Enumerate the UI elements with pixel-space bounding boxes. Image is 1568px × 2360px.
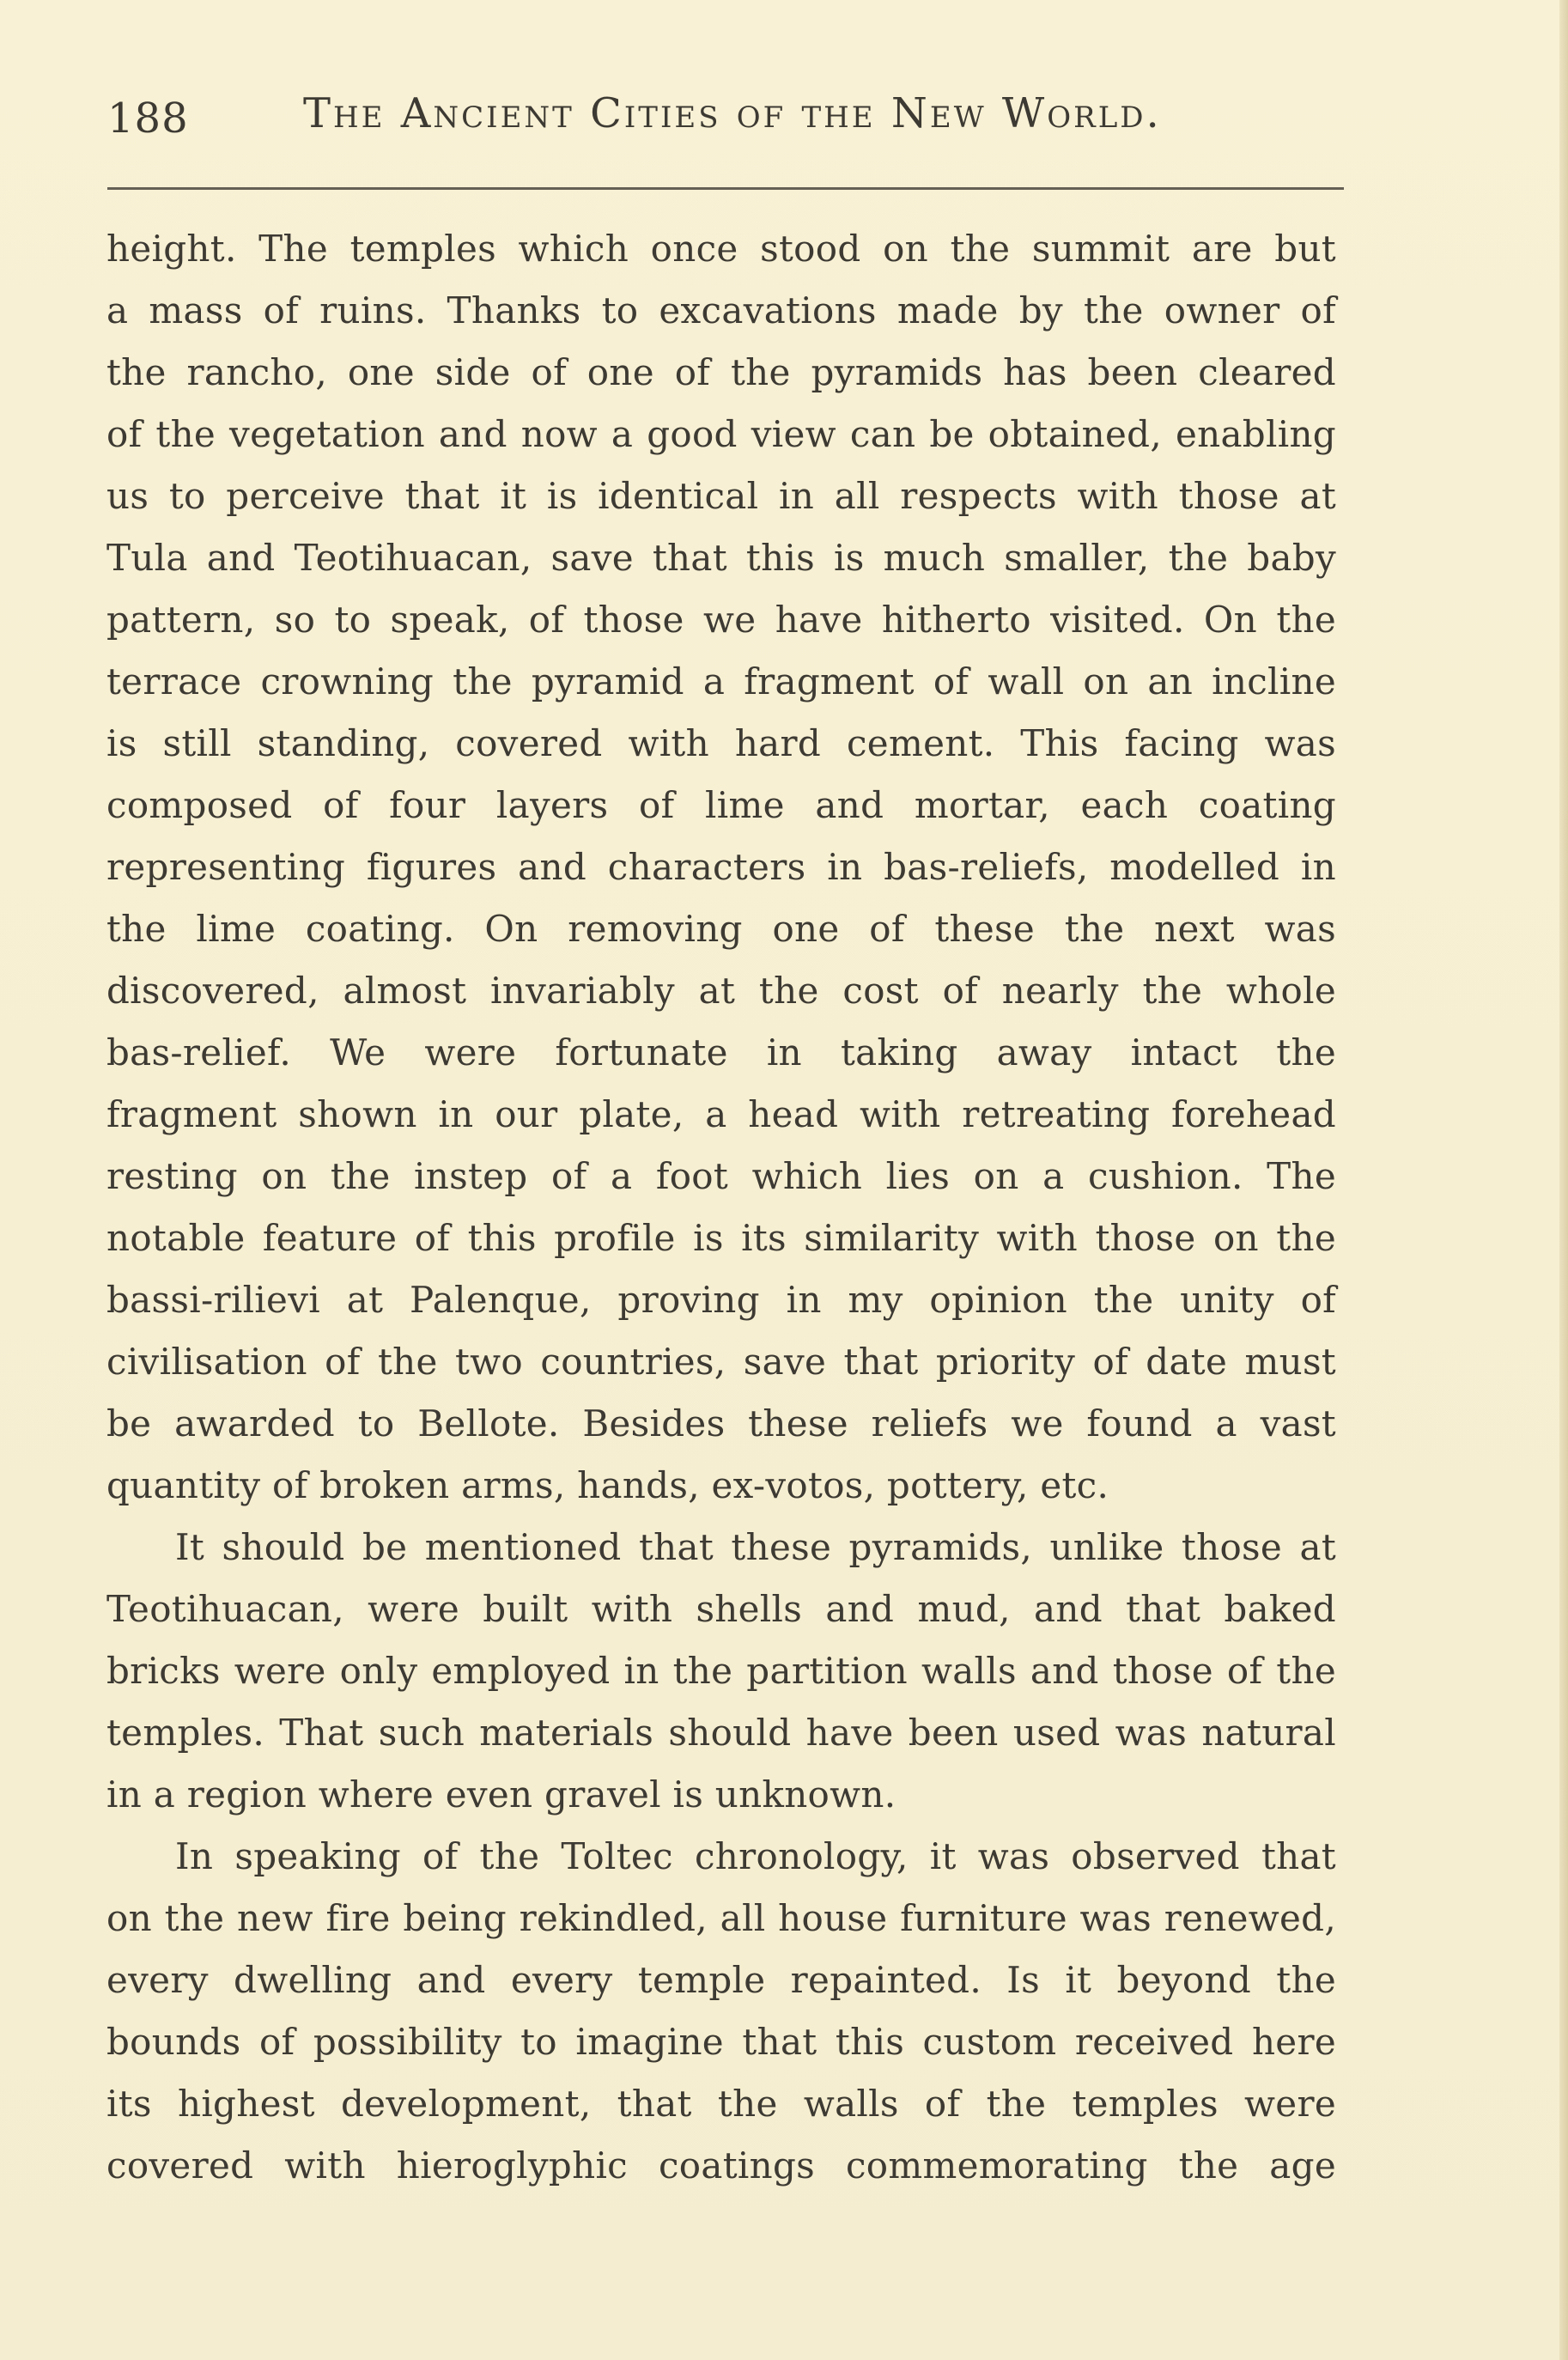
text-line-4: of the vegetation and now a good view can be obtained, enabling <box>106 413 1336 455</box>
text-line-14: bas-relief. We were fortunate in taking away intact the <box>106 1031 1336 1074</box>
text-line-6: Tula and Teotihuacan, save that this is much smaller, the baby <box>106 537 1336 579</box>
text-line-9: is still standing, covered with hard cement. This facing was <box>106 722 1336 764</box>
page-number: 188 <box>107 94 189 143</box>
text-line-20: be awarded to Bellote. Besides these reliefs we found a vast <box>106 1402 1336 1445</box>
text-line-12: the lime coating. On removing one of these the next was <box>106 908 1336 950</box>
text-line-7: pattern, so to speak, of those we have hitherto visited. On the <box>106 599 1336 641</box>
text-line-25: temples. That such materials should have been used was natural <box>106 1712 1336 1754</box>
body-text <box>106 218 1336 2197</box>
text-line-23: Teotihuacan, were built with shells and mud, and that baked <box>106 1588 1336 1630</box>
text-line-1: height. The temples which once stood on the summit are but <box>106 228 1336 270</box>
text-line-26: in a region where even gravel is unknown. <box>106 1773 896 1816</box>
text-line-8: terrace crowning the pyramid a fragment of wall on an incline <box>106 660 1336 703</box>
text-line-21: quantity of broken arms, hands, ex-votos, pottery, etc. <box>106 1464 1109 1506</box>
text-line-10: composed of four layers of lime and mortar, each coating <box>106 784 1336 826</box>
text-line-2: a mass of ruins. Thanks to excavations made by the owner of <box>106 289 1336 331</box>
running-title: The Ancient Cities of the New World. <box>303 89 1162 137</box>
text-line-29: every dwelling and every temple repainted. Is it beyond the <box>106 1959 1336 2001</box>
page-header <box>107 89 1340 167</box>
text-line-15: fragment shown in our plate, a head with retreating forehead <box>106 1093 1336 1135</box>
text-line-28: on the new fire being rekindled, all house furniture was renewed, <box>106 1897 1336 1939</box>
text-line-18: bassi-rilievi at Palenque, proving in my opinion the unity of <box>106 1279 1336 1321</box>
text-line-11: representing figures and characters in bas-reliefs, modelled in <box>106 846 1336 888</box>
text-line-13: discovered, almost invariably at the cost of nearly the whole <box>106 970 1336 1012</box>
text-line-32: covered with hieroglyphic coatings commemorating the age <box>106 2144 1336 2187</box>
text-line-27: In speaking of the Toltec chronology, it was observed that <box>175 1835 1336 1877</box>
text-line-24: bricks were only employed in the partition walls and those of the <box>106 1650 1336 1692</box>
text-line-16: resting on the instep of a foot which lies on a cushion. The <box>106 1155 1336 1197</box>
text-line-5: us to perceive that it is identical in all respects with those at <box>106 475 1336 517</box>
text-line-31: its highest development, that the walls of the temples were <box>106 2083 1336 2125</box>
text-line-30: bounds of possibility to imagine that this custom received here <box>106 2021 1336 2063</box>
text-line-17: notable feature of this profile is its similarity with those on the <box>106 1217 1336 1259</box>
text-line-3: the rancho, one side of one of the pyramids has been cleared <box>106 351 1336 393</box>
text-line-19: civilisation of the two countries, save that priority of date must <box>106 1341 1336 1383</box>
header-rule <box>107 187 1344 190</box>
text-line-22: It should be mentioned that these pyramids, unlike those at <box>175 1526 1336 1568</box>
